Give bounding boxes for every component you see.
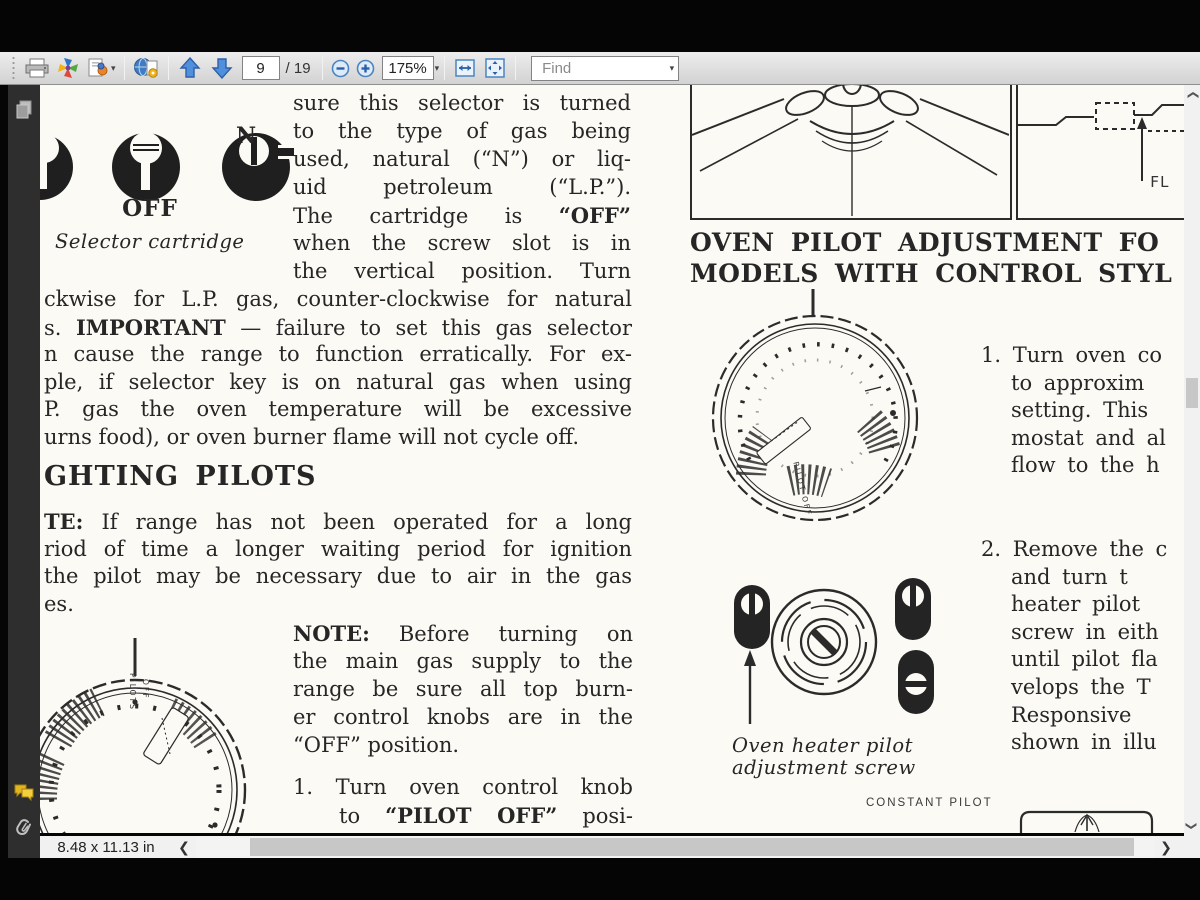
hands-illustration-box: [690, 85, 1012, 220]
down-arrow-icon: [209, 56, 235, 80]
doc-line: urns food), or oven burner flame will not cycle off.: [44, 424, 580, 449]
vertical-scrollbar[interactable]: [1184, 85, 1200, 836]
toolbar-separator: [515, 56, 516, 80]
fit-page-button[interactable]: [480, 54, 510, 82]
toolbar-separator: [124, 56, 125, 80]
doc-line: the main gas supply to the: [293, 649, 633, 673]
navigation-sidebar: [8, 85, 40, 858]
doc-line: 2. Remove the c: [981, 537, 1168, 561]
doc-line: P. gas the oven temperature will be excessive: [44, 397, 632, 421]
doc-line: mostat and al: [1011, 425, 1166, 450]
up-arrow-icon: [177, 56, 203, 80]
doc-line: 1. Turn oven control knob: [293, 775, 633, 799]
plus-circle-icon: [356, 59, 375, 78]
doc-line: The cartridge is “OFF”: [293, 203, 631, 228]
page-size-label: 8.48 x 11.13 in: [57, 838, 155, 856]
figure-caption: Selector cartridge: [55, 230, 245, 253]
doc-line: range be sure all top burn-: [293, 677, 633, 701]
status-bar: [40, 836, 1200, 858]
zoom-out-button[interactable]: [328, 54, 353, 82]
doc-line: setting. This: [1011, 398, 1149, 423]
doc-line: velops the T: [1011, 674, 1151, 699]
doc-line: to the type of gas being: [293, 119, 631, 143]
figure-n-label: N: [236, 123, 257, 149]
dial-text-pilots: PILOTS: [128, 673, 137, 711]
doc-line: flow to the h: [1011, 453, 1160, 478]
export-button[interactable]: [83, 54, 119, 82]
note-paragraph: [44, 509, 632, 619]
flow-diagram: [1018, 85, 1184, 217]
find-box[interactable]: [531, 56, 679, 81]
flow-diagram-box: [1016, 85, 1184, 220]
doc-line: shown in illu: [1011, 730, 1157, 755]
horizontal-scrollbar[interactable]: [196, 836, 1154, 858]
dial-text-pilot-off: PILOT OFF: [791, 460, 814, 518]
scroll-right-arrow[interactable]: ❯: [1160, 838, 1172, 855]
fit-width-icon: [453, 57, 477, 79]
toolbar: [0, 52, 1200, 85]
intro-paragraph: [293, 91, 631, 287]
page-count-label: / 19: [285, 59, 311, 77]
page-number-input[interactable]: [242, 56, 280, 80]
doc-line: OVEN PILOT ADJUSTMENT FO: [690, 228, 1160, 257]
doc-line: the pilot may be necessary due to air in the gas: [44, 564, 632, 588]
toolbar-grip[interactable]: [11, 57, 16, 79]
document-page[interactable]: [40, 85, 1184, 833]
print-button[interactable]: [21, 54, 53, 82]
toolbar-separator: [444, 56, 445, 80]
previous-page-button[interactable]: [174, 54, 206, 82]
fl-label: FL: [1150, 173, 1171, 191]
pages-icon: [14, 99, 34, 121]
thermostat-dial-figure: [695, 285, 945, 540]
export-pages-icon: [86, 57, 110, 79]
doc-line: the vertical position. Turn: [293, 259, 631, 283]
doc-line: es.: [44, 591, 74, 616]
fit-width-button[interactable]: [450, 54, 480, 82]
section-heading-oven-pilot: [690, 228, 1184, 290]
find-dropdown-caret[interactable]: ▾: [669, 62, 675, 73]
doc-line: Oven heater pilot: [732, 734, 913, 757]
find-input[interactable]: [540, 59, 668, 78]
comments-panel-button[interactable]: [8, 777, 40, 807]
list-item-1-right: [981, 343, 1184, 481]
hands-illustration: [692, 85, 1009, 217]
doc-line: uid petroleum (“L.P.”).: [293, 175, 631, 199]
zoom-dropdown-caret[interactable]: ▾: [434, 62, 440, 73]
pilot-adjustment-screw-figure: [712, 572, 962, 737]
doc-line: to approxim: [1011, 370, 1145, 395]
screw-figure-caption: [732, 735, 916, 779]
doc-line: used, natural (“N”) or liq-: [293, 147, 631, 171]
globe-page-icon: [133, 56, 160, 80]
doc-line: Responsive: [1011, 702, 1132, 727]
doc-line: TE: If range has not been operated for a long: [44, 509, 632, 534]
oven-knob-figure-left: [40, 630, 280, 833]
doc-line: screw in eith: [1011, 619, 1159, 644]
pinwheel-icon: [56, 56, 80, 80]
zoom-in-button[interactable]: [353, 54, 378, 82]
doc-line: and turn t: [1011, 564, 1128, 589]
doc-line: ple, if selector key is on natural gas when using: [44, 369, 632, 394]
doc-line: s. IMPORTANT — failure to set this gas selector: [44, 314, 632, 340]
scroll-left-arrow[interactable]: ❮: [178, 838, 190, 855]
doc-line: MODELS WITH CONTROL STYL: [690, 259, 1173, 288]
doc-line: to “PILOT OFF” posi-: [339, 803, 633, 828]
doc-line: sure this selector is turned: [293, 91, 631, 115]
doc-line: ckwise for L.P. gas, counter-clockwise for natural: [44, 287, 632, 311]
doc-line: adjustment screw: [732, 756, 916, 779]
comments-icon: [13, 783, 35, 801]
zoom-level-box[interactable]: 175%: [382, 56, 434, 80]
important-paragraph: [44, 287, 632, 452]
paperclip-icon: [14, 817, 34, 839]
vertical-scroll-thumb[interactable]: [1186, 378, 1198, 408]
doc-line: 1. Turn oven co: [981, 343, 1163, 367]
toolbar-separator: [322, 56, 323, 80]
fit-page-icon: [483, 57, 507, 79]
scrollbar-corner: [1178, 836, 1200, 858]
doc-line: riod of time a longer waiting period for ignition: [44, 536, 632, 561]
attachments-panel-button[interactable]: [8, 813, 40, 843]
web-capture-button[interactable]: [130, 54, 163, 82]
doc-line: when the screw slot is in: [293, 231, 631, 255]
doc-line: heater pilot: [1011, 592, 1141, 617]
section-heading-lighting-pilots: GHTING PILOTS: [44, 461, 317, 492]
doc-line: NOTE: Before turning on: [293, 621, 633, 646]
scroll-up-arrow[interactable]: ❯: [1186, 90, 1199, 100]
doc-line: er control knobs are in the: [293, 705, 633, 729]
note2-paragraph: [293, 621, 633, 761]
next-page-button[interactable]: [206, 54, 238, 82]
doc-line: “OFF” position.: [293, 733, 460, 757]
dial-text-off: OFF: [141, 679, 150, 700]
horizontal-scroll-thumb[interactable]: [250, 838, 1134, 856]
figure-off-label: OFF: [122, 195, 178, 222]
list-item-1-left: [293, 775, 633, 831]
export-dropdown-caret[interactable]: ▾: [111, 62, 116, 73]
pages-panel-button[interactable]: [8, 95, 40, 125]
constant-pilot-label: CONSTANT PILOT: [866, 797, 993, 809]
collaboration-button[interactable]: [53, 54, 83, 82]
printer-icon: [24, 57, 50, 79]
pilot-box-figure: [1015, 805, 1165, 833]
scroll-down-arrow[interactable]: ❯: [1185, 821, 1198, 831]
doc-line: until pilot fla: [1011, 647, 1158, 672]
toolbar-separator: [168, 56, 169, 80]
list-item-2-right: [981, 537, 1184, 758]
minus-circle-icon: [331, 59, 350, 78]
doc-line: n cause the range to function erratically. For ex-: [44, 342, 632, 366]
